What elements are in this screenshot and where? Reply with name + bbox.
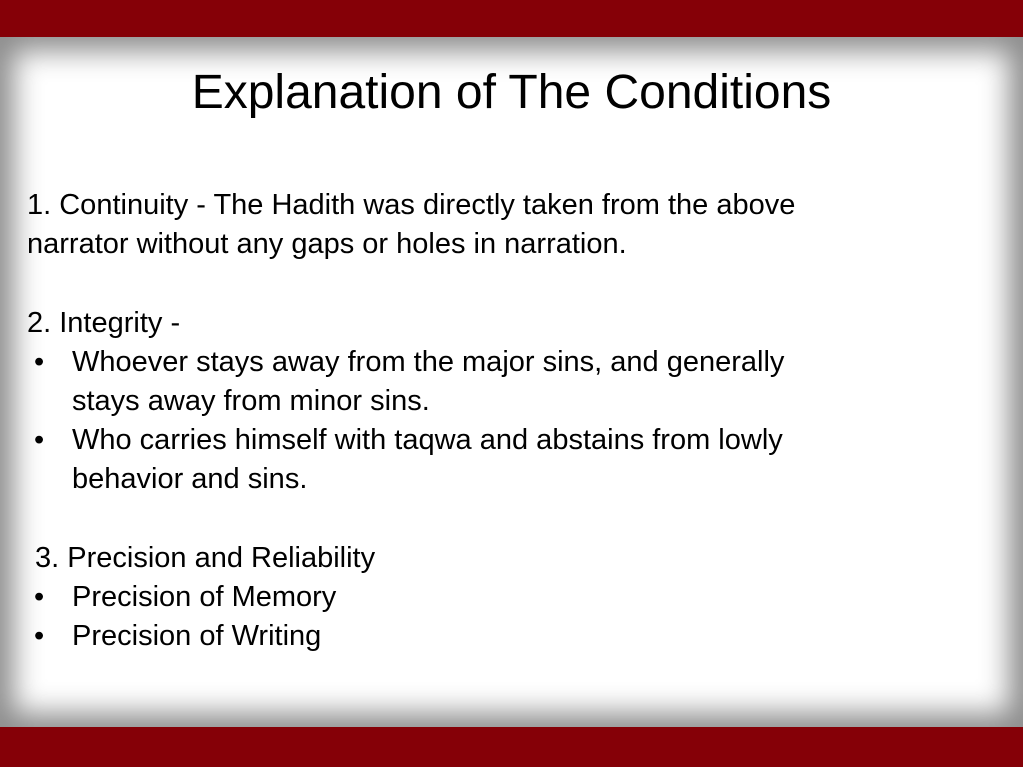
- integrity-bullet-1-line-2: stays away from minor sins.: [72, 385, 430, 417]
- bullet-icon: •: [34, 620, 45, 652]
- continuity-line-2: narrator without any gaps or holes in narration.: [27, 228, 627, 260]
- integrity-heading: 2. Integrity -: [27, 307, 181, 339]
- precision-bullet-2-text: Precision of Writing: [72, 620, 322, 652]
- precision-bullet-1: [0, 578, 1023, 617]
- bullet-icon: •: [34, 424, 45, 456]
- integrity-bullet-2: [0, 421, 1023, 460]
- continuity-line-1: 1. Continuity - The Hadith was directly taken from the above: [27, 189, 796, 221]
- slide-title: Explanation of The Conditions: [191, 66, 832, 119]
- bottom-bar: [0, 727, 1023, 767]
- integrity-bullet-1-cont: [0, 382, 1023, 421]
- bullet-icon: •: [34, 581, 45, 613]
- precision-heading: 3. Precision and Reliability: [35, 542, 376, 574]
- top-bar: [0, 0, 1023, 37]
- precision-bullet-2: [0, 617, 1023, 656]
- integrity-bullet-2-cont: [0, 460, 1023, 499]
- integrity-bullet-2-line-2: behavior and sins.: [72, 463, 308, 495]
- precision-bullet-1-text: Precision of Memory: [72, 581, 337, 613]
- integrity-bullet-1: [0, 343, 1023, 382]
- bullet-icon: •: [34, 346, 45, 378]
- integrity-bullet-2-line-1: Who carries himself with taqwa and abstains from lowly: [72, 424, 783, 456]
- integrity-bullet-1-line-1: Whoever stays away from the major sins, and generally: [72, 346, 785, 378]
